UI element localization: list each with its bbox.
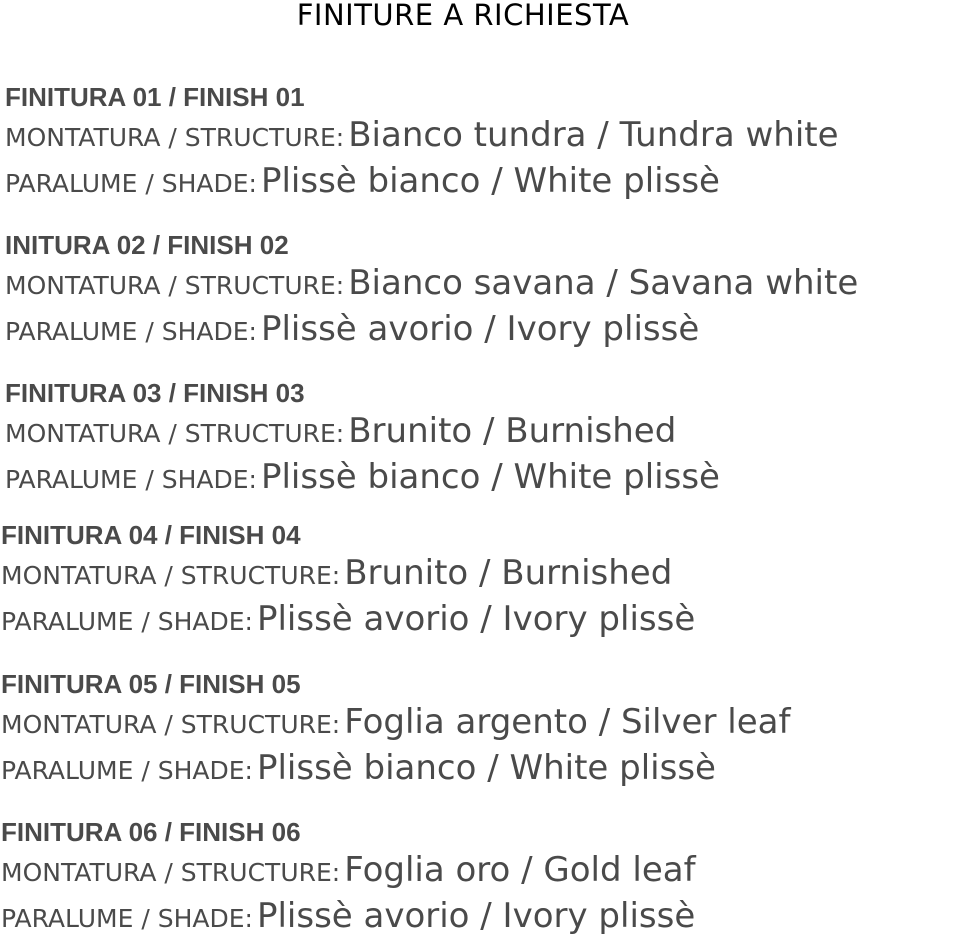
shade-value: Plissè bianco / White plissè — [256, 748, 716, 788]
shade-value: Plissè bianco / White plissè — [260, 161, 720, 201]
finish-heading: FINITURA 01 / FINISH 01 — [5, 82, 305, 112]
shade-label: PARALUME / SHADE: — [1, 607, 253, 636]
structure-label: MONTATURA / STRUCTURE: — [1, 561, 341, 590]
shade-line — [5, 158, 973, 204]
structure-label: MONTATURA / STRUCTURE: — [5, 419, 345, 448]
structure-value: Bianco tundra / Tundra white — [348, 115, 839, 155]
shade-label: PARALUME / SHADE: — [5, 465, 257, 494]
structure-label: MONTATURA / STRUCTURE: — [1, 858, 341, 887]
shade-label: PARALUME / SHADE: — [1, 756, 253, 785]
structure-value: Brunito / Burnished — [348, 411, 677, 451]
structure-label: MONTATURA / STRUCTURE: — [5, 123, 345, 152]
shade-value: Plissè bianco / White plissè — [260, 457, 720, 497]
finish-heading: FINITURA 04 / FINISH 04 — [1, 520, 301, 550]
finish-heading: FINITURA 05 / FINISH 05 — [1, 669, 301, 699]
shade-value: Plissè avorio / Ivory plissè — [256, 896, 696, 936]
structure-value: Foglia oro / Gold leaf — [344, 850, 696, 890]
shade-line — [5, 454, 973, 500]
shade-line — [5, 306, 973, 352]
structure-label: MONTATURA / STRUCTURE: — [1, 710, 341, 739]
shade-label: PARALUME / SHADE: — [5, 169, 257, 198]
structure-line — [5, 260, 973, 306]
shade-line — [1, 893, 973, 939]
structure-line — [1, 699, 973, 745]
structure-line — [5, 112, 973, 158]
structure-value: Brunito / Burnished — [344, 553, 673, 593]
finish-heading: FINITURA 06 / FINISH 06 — [1, 817, 301, 847]
shade-value: Plissè avorio / Ivory plissè — [256, 599, 696, 639]
structure-line — [1, 847, 973, 893]
finish-block-03 — [5, 378, 973, 500]
shade-label: PARALUME / SHADE: — [1, 904, 253, 933]
finish-block-05 — [1, 669, 973, 791]
finish-block-01 — [5, 82, 973, 204]
finish-heading: INITURA 02 / FINISH 02 — [5, 230, 289, 260]
structure-line — [1, 550, 973, 596]
structure-value: Foglia argento / Silver leaf — [344, 702, 791, 742]
shade-line — [1, 596, 973, 642]
shade-label: PARALUME / SHADE: — [5, 317, 257, 346]
page-title: FINITURE A RICHIESTA — [296, 0, 630, 32]
finish-block-06 — [1, 817, 973, 939]
shade-line — [1, 745, 973, 791]
finish-block-04 — [1, 520, 973, 642]
structure-line — [5, 408, 973, 454]
structure-label: MONTATURA / STRUCTURE: — [5, 271, 345, 300]
shade-value: Plissè avorio / Ivory plissè — [260, 309, 700, 349]
structure-value: Bianco savana / Savana white — [348, 263, 859, 303]
finish-heading: FINITURA 03 / FINISH 03 — [5, 378, 305, 408]
finish-block-02 — [5, 230, 973, 352]
